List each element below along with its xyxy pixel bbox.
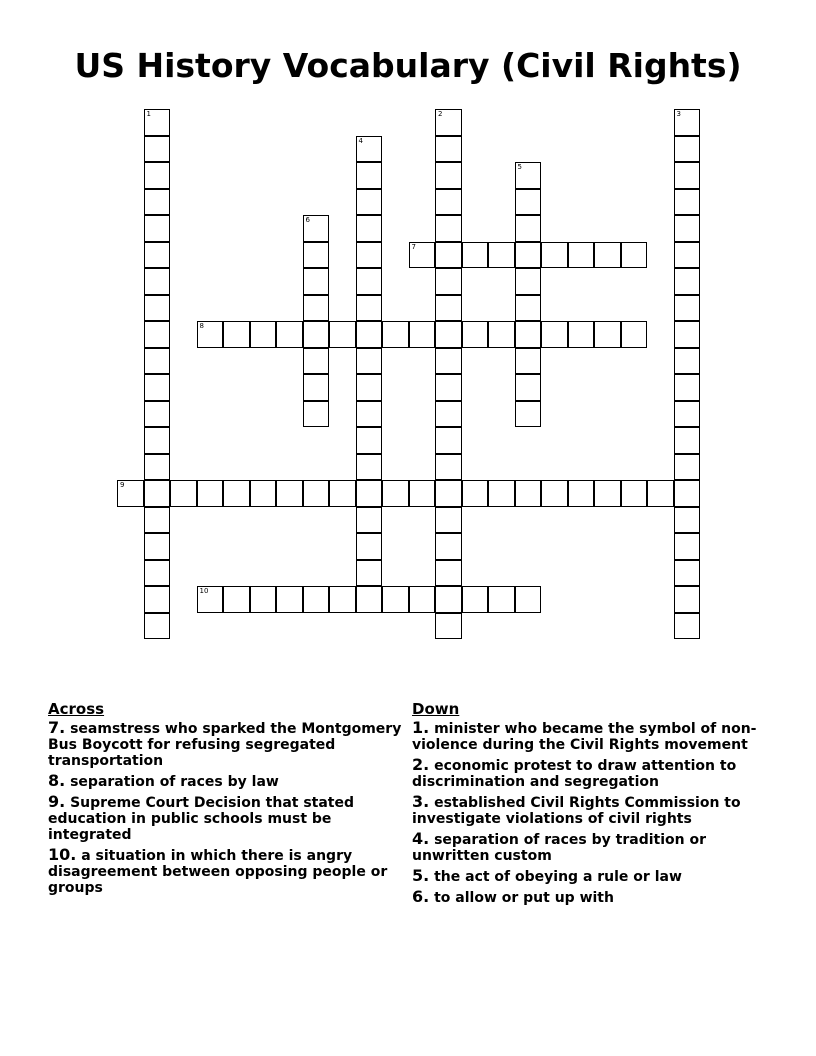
grid-cell[interactable] (409, 586, 436, 613)
grid-cell[interactable] (674, 242, 701, 269)
grid-cell[interactable] (117, 480, 144, 507)
grid-cell[interactable] (674, 613, 701, 640)
grid-cell[interactable] (303, 348, 330, 375)
clue-number: 1. (412, 718, 430, 737)
across-clues (48, 700, 406, 900)
grid-cell[interactable] (488, 242, 515, 269)
grid-cell[interactable] (515, 189, 542, 216)
grid-cell[interactable] (674, 268, 701, 295)
down-clue-6 (412, 889, 772, 906)
down-clue-1 (412, 720, 772, 753)
clue-number: 3. (412, 792, 430, 811)
grid-cell[interactable] (568, 321, 595, 348)
clue-number: 4. (412, 829, 430, 848)
clue-number: 10. (48, 845, 77, 864)
grid-cell[interactable] (144, 215, 171, 242)
grid-cell[interactable] (250, 480, 277, 507)
grid-cell[interactable] (621, 321, 648, 348)
grid-cell[interactable] (329, 321, 356, 348)
grid-cell[interactable] (515, 374, 542, 401)
grid-cell[interactable] (674, 560, 701, 587)
grid-cell[interactable] (435, 613, 462, 640)
grid-cell[interactable] (303, 401, 330, 428)
grid-cell[interactable] (409, 242, 436, 269)
grid-cell[interactable] (674, 454, 701, 481)
grid-cell[interactable] (674, 215, 701, 242)
grid-cell[interactable] (276, 321, 303, 348)
grid-cell[interactable] (674, 427, 701, 454)
down-clue-2 (412, 757, 772, 790)
grid-cell[interactable] (515, 321, 542, 348)
clue-text: to allow or put up with (434, 890, 614, 906)
grid-cell[interactable] (674, 109, 701, 136)
grid-cell[interactable] (435, 268, 462, 295)
grid-cell[interactable] (515, 480, 542, 507)
cell-number: 8 (199, 322, 204, 330)
grid-cell[interactable] (621, 242, 648, 269)
grid-cell[interactable] (674, 162, 701, 189)
clue-text: seamstress who sparked the Montgomery Bus Boycott for refusing segregated transportation (48, 721, 402, 769)
grid-cell[interactable] (647, 480, 674, 507)
grid-cell[interactable] (197, 480, 224, 507)
grid-cell[interactable] (329, 480, 356, 507)
grid-cell[interactable] (674, 321, 701, 348)
grid-cell[interactable] (382, 321, 409, 348)
grid-cell[interactable] (515, 215, 542, 242)
grid-cell[interactable] (488, 480, 515, 507)
grid-cell[interactable] (356, 533, 383, 560)
cell-number: 6 (305, 216, 310, 224)
grid-cell[interactable] (356, 268, 383, 295)
grid-cell[interactable] (594, 480, 621, 507)
clue-text: separation of races by law (70, 774, 279, 790)
grid-cell[interactable] (462, 586, 489, 613)
grid-cell[interactable] (674, 480, 701, 507)
across-clue-9 (48, 794, 406, 843)
puzzle-title: US History Vocabulary (Civil Rights) (74, 46, 742, 85)
grid-cell[interactable] (144, 109, 171, 136)
grid-cell[interactable] (356, 454, 383, 481)
clue-text: Supreme Court Decision that stated education in public schools must be integrated (48, 795, 355, 843)
grid-cell[interactable] (462, 480, 489, 507)
grid-cell[interactable] (435, 533, 462, 560)
grid-cell[interactable] (356, 295, 383, 322)
grid-cell[interactable] (144, 136, 171, 163)
across-heading: Across (48, 700, 105, 718)
grid-cell[interactable] (435, 374, 462, 401)
grid-cell[interactable] (356, 401, 383, 428)
grid-cell[interactable] (462, 321, 489, 348)
cell-number: 10 (199, 587, 209, 595)
grid-cell[interactable] (144, 454, 171, 481)
down-clue-3 (412, 794, 772, 827)
clue-text: a situation in which there is angry disagreement between opposing people or groups (48, 848, 388, 896)
down-clues (412, 700, 772, 910)
grid-cell[interactable] (435, 480, 462, 507)
cell-number: 7 (411, 242, 416, 251)
grid-cell[interactable] (303, 268, 330, 295)
grid-cell[interactable] (356, 348, 383, 375)
grid-cell[interactable] (144, 586, 171, 613)
grid-cell[interactable] (674, 533, 701, 560)
grid-cell[interactable] (356, 586, 383, 613)
grid-cell[interactable] (488, 586, 515, 613)
grid-cell[interactable] (674, 348, 701, 375)
clue-number: 8. (48, 771, 66, 790)
grid-cell[interactable] (144, 348, 171, 375)
down-clue-4 (412, 831, 772, 864)
grid-cell[interactable] (382, 480, 409, 507)
grid-cell[interactable] (250, 586, 277, 613)
grid-cell[interactable] (144, 295, 171, 322)
grid-cell[interactable] (515, 162, 542, 189)
grid-cell[interactable] (276, 480, 303, 507)
grid-cell[interactable] (197, 321, 224, 348)
cell-number: 9 (120, 481, 125, 489)
grid-cell[interactable] (144, 321, 171, 348)
grid-cell[interactable] (674, 401, 701, 428)
grid-cell[interactable] (144, 427, 171, 454)
grid-cell[interactable] (435, 162, 462, 189)
clue-number: 5. (412, 866, 430, 885)
grid-cell[interactable] (303, 374, 330, 401)
grid-cell[interactable] (515, 586, 542, 613)
grid-cell[interactable] (515, 242, 542, 269)
grid-cell[interactable] (541, 321, 568, 348)
grid-cell[interactable] (435, 136, 462, 163)
grid-cell[interactable] (144, 533, 171, 560)
grid-cell[interactable] (170, 480, 197, 507)
grid-cell[interactable] (356, 215, 383, 242)
down-clue-5 (412, 868, 772, 885)
grid-cell[interactable] (144, 480, 171, 507)
clue-text: minister who became the symbol of non-violence during the Civil Rights movement (412, 721, 757, 753)
grid-cell[interactable] (144, 401, 171, 428)
across-clue-8 (48, 773, 406, 790)
cell-number: 3 (676, 110, 681, 118)
grid-cell[interactable] (515, 268, 542, 295)
grid-cell[interactable] (303, 480, 330, 507)
grid-cell[interactable] (621, 480, 648, 507)
grid-cell[interactable] (674, 295, 701, 322)
grid-cell[interactable] (435, 295, 462, 322)
grid-cell[interactable] (435, 560, 462, 587)
clue-text: the act of obeying a rule or law (434, 869, 682, 885)
grid-cell[interactable] (356, 427, 383, 454)
clue-text: separation of races by tradition or unwritten custom (412, 832, 706, 864)
cell-number: 4 (358, 136, 363, 145)
cell-number: 5 (517, 163, 522, 171)
grid-cell[interactable] (435, 348, 462, 375)
grid-cell[interactable] (223, 321, 250, 348)
grid-cell[interactable] (144, 162, 171, 189)
grid-cell[interactable] (197, 586, 224, 613)
clue-text: established Civil Rights Commission to investigate violations of civil rights (412, 795, 741, 827)
grid-cell[interactable] (223, 586, 250, 613)
grid-cell[interactable] (356, 321, 383, 348)
grid-cell[interactable] (356, 374, 383, 401)
grid-cell[interactable] (435, 109, 462, 136)
grid-cell[interactable] (435, 242, 462, 269)
cell-number: 1 (146, 110, 151, 118)
across-clue-10 (48, 847, 406, 896)
clue-number: 2. (412, 755, 430, 774)
grid-cell[interactable] (515, 348, 542, 375)
grid-cell[interactable] (435, 427, 462, 454)
grid-cell[interactable] (144, 560, 171, 587)
grid-cell[interactable] (435, 507, 462, 534)
grid-cell[interactable] (594, 321, 621, 348)
grid-cell[interactable] (276, 586, 303, 613)
clue-number: 6. (412, 887, 430, 906)
grid-cell[interactable] (674, 136, 701, 163)
clue-text: economic protest to draw attention to discrimination and segregation (412, 758, 737, 790)
grid-cell[interactable] (303, 295, 330, 322)
grid-cell[interactable] (356, 162, 383, 189)
grid-cell[interactable] (356, 136, 383, 163)
across-clue-7 (48, 720, 406, 769)
grid-cell[interactable] (435, 189, 462, 216)
grid-cell[interactable] (515, 401, 542, 428)
grid-cell[interactable] (568, 480, 595, 507)
grid-cell[interactable] (144, 374, 171, 401)
grid-cell[interactable] (356, 189, 383, 216)
grid-cell[interactable] (382, 586, 409, 613)
grid-cell[interactable] (303, 321, 330, 348)
grid-cell[interactable] (250, 321, 277, 348)
grid-cell[interactable] (541, 480, 568, 507)
grid-cell[interactable] (303, 215, 330, 242)
grid-cell[interactable] (674, 374, 701, 401)
clue-number: 9. (48, 792, 66, 811)
grid-cell[interactable] (674, 586, 701, 613)
grid-cell[interactable] (435, 401, 462, 428)
grid-cell[interactable] (409, 480, 436, 507)
grid-cell[interactable] (674, 189, 701, 216)
grid-cell[interactable] (435, 454, 462, 481)
grid-cell[interactable] (515, 295, 542, 322)
grid-cell[interactable] (674, 507, 701, 534)
down-heading: Down (412, 700, 460, 718)
grid-cell[interactable] (303, 586, 330, 613)
grid-cell[interactable] (144, 507, 171, 534)
grid-cell[interactable] (462, 242, 489, 269)
grid-cell[interactable] (409, 321, 436, 348)
cell-number: 2 (438, 110, 443, 118)
grid-cell[interactable] (541, 242, 568, 269)
clue-number: 7. (48, 718, 66, 737)
grid-cell[interactable] (223, 480, 250, 507)
grid-cell[interactable] (568, 242, 595, 269)
grid-cell[interactable] (594, 242, 621, 269)
grid-cell[interactable] (356, 560, 383, 587)
grid-cell[interactable] (356, 242, 383, 269)
grid-cell[interactable] (435, 215, 462, 242)
grid-cell[interactable] (435, 321, 462, 348)
grid-cell[interactable] (488, 321, 515, 348)
grid-cell[interactable] (356, 507, 383, 534)
grid-cell[interactable] (144, 242, 171, 269)
grid-cell[interactable] (144, 189, 171, 216)
grid-cell[interactable] (329, 586, 356, 613)
grid-cell[interactable] (303, 242, 330, 269)
grid-cell[interactable] (144, 613, 171, 640)
grid-cell[interactable] (356, 480, 383, 507)
grid-cell[interactable] (144, 268, 171, 295)
grid-cell[interactable] (435, 586, 462, 613)
